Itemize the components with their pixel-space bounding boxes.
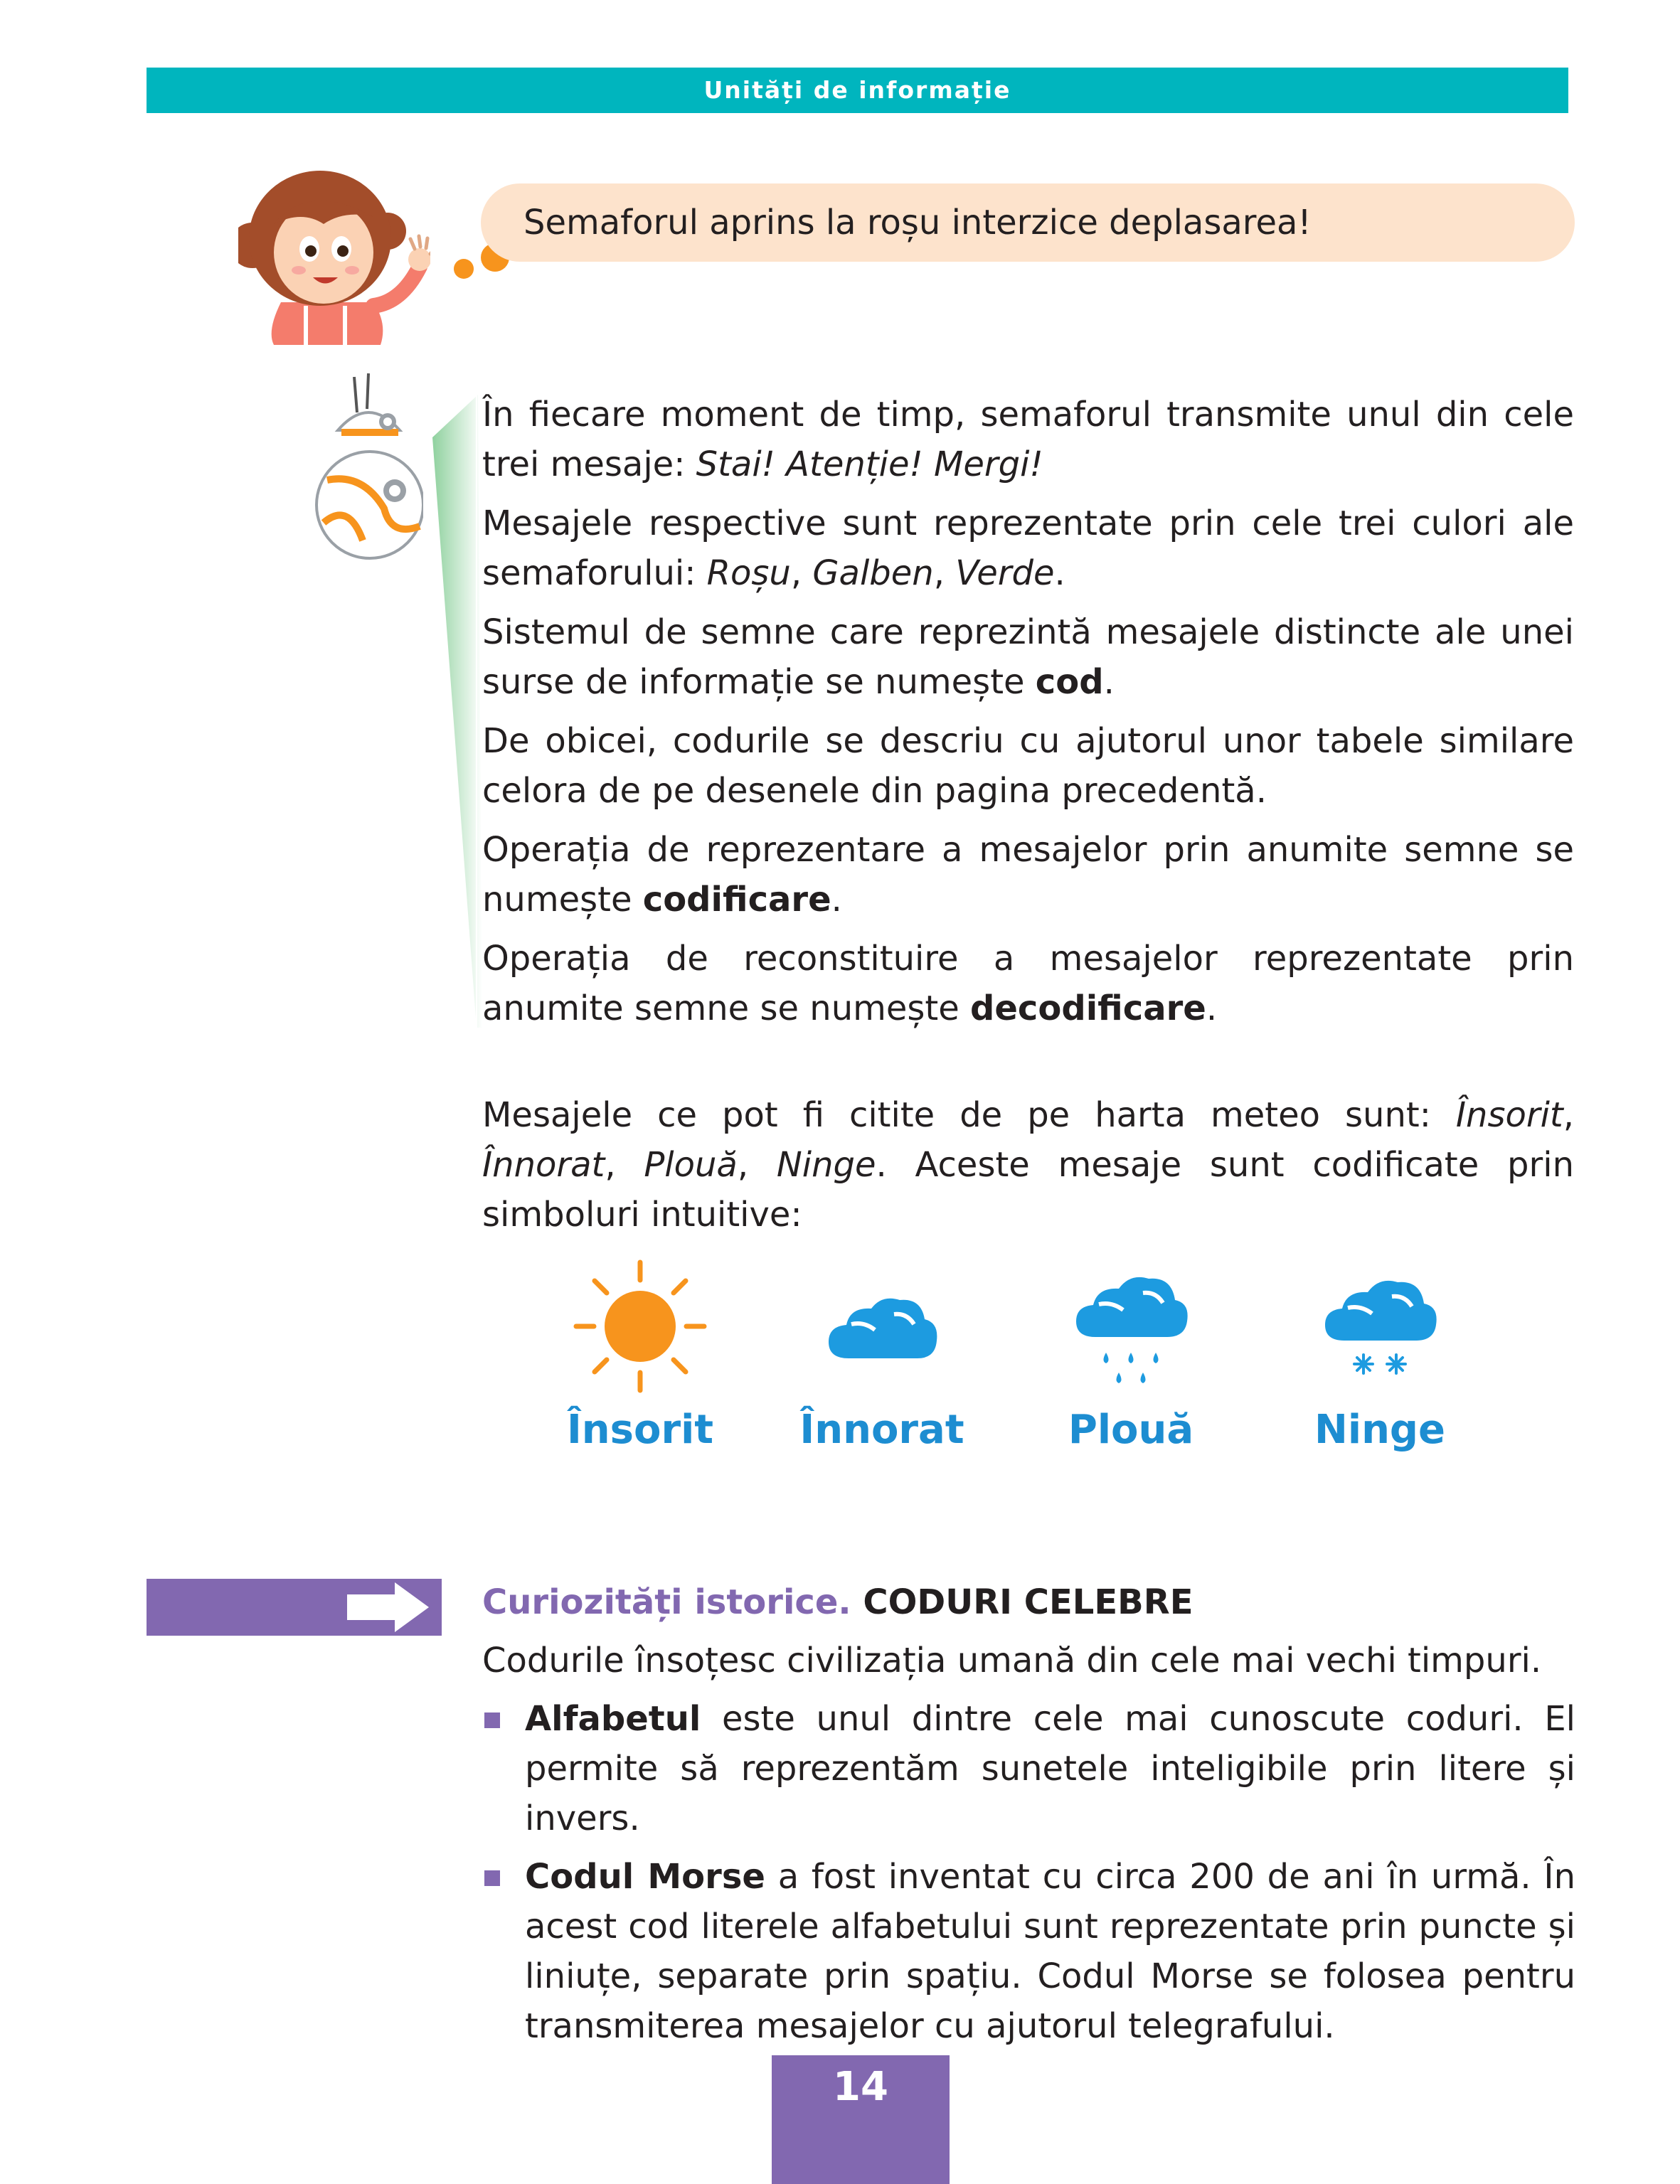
page-header: Unități de informație xyxy=(147,68,1568,113)
speech-bubble-text: Semaforul aprins la roșu interzice deplasarea! xyxy=(523,203,1312,243)
paragraph-5 xyxy=(482,825,1574,925)
p5-text: Operația de reprezentare a mesajelor prin anumite semne se numește xyxy=(482,830,1574,920)
bullet-text-alphabet: este unul dintre cele mai cunoscute coduri. El permite să reprezentăm sunetele inteligibile prin litere și invers. xyxy=(525,1699,1575,1838)
bullet-square-icon xyxy=(484,1870,500,1886)
historical-curiosities-section xyxy=(482,1577,1575,2060)
p2-color-yellow: Galben xyxy=(812,553,934,593)
p2-text: Mesajele respective sunt reprezentate prin cele trei culori ale semaforului: xyxy=(482,504,1574,593)
cloud-icon xyxy=(814,1259,950,1394)
paragraph-2 xyxy=(482,499,1574,598)
weather-item-rain xyxy=(1046,1259,1216,1453)
p1-text: În fiecare moment de timp, semaforul transmite unul din cele trei mesaje: xyxy=(482,395,1574,484)
weather-symbols xyxy=(555,1259,1501,1453)
p7-sep3: , xyxy=(737,1145,777,1185)
p5-term-codificare: codificare xyxy=(642,880,831,920)
paragraph-3 xyxy=(482,607,1574,707)
p3-term-cod: cod xyxy=(1035,662,1104,702)
p3-text: Sistemul de semne care reprezintă mesajele distincte ale unei surse de informație se numește xyxy=(482,612,1574,702)
section-intro: Codurile însoțesc civilizația umană din cele mai vechi timpuri. xyxy=(482,1641,1542,1680)
p2-color-green: Verde xyxy=(955,553,1055,593)
p7-rain: Plouă xyxy=(644,1145,738,1185)
p3-end: . xyxy=(1103,662,1115,702)
speech-bubble-dot-small xyxy=(454,259,474,279)
section-title xyxy=(482,1577,1575,1627)
p2-color-red: Roșu xyxy=(706,553,791,593)
robot-character-illustration xyxy=(313,373,423,562)
p7-sunny: Însorit xyxy=(1455,1095,1563,1135)
bullet-term-morse: Codul Morse xyxy=(525,1857,765,1897)
p6-term-decodificare: decodificare xyxy=(970,989,1206,1028)
p5-end: . xyxy=(831,880,842,920)
p7-text: Mesajele ce pot fi citite de pe harta meteo sunt: xyxy=(482,1095,1456,1135)
p7-sep1: , xyxy=(1563,1095,1574,1135)
section-title-rest: CODURI CELEBRE xyxy=(851,1582,1193,1622)
arrow-right-icon xyxy=(344,1580,432,1634)
girl-character-illustration xyxy=(238,160,430,345)
green-wedge-decoration xyxy=(427,395,484,1028)
speech-bubble xyxy=(481,183,1575,262)
weather-item-sunny xyxy=(555,1259,725,1453)
p6-end: . xyxy=(1206,989,1218,1028)
snow-icon xyxy=(1312,1259,1447,1394)
p2-sep1: , xyxy=(790,553,813,593)
section-title-colored: Curiozități istorice. xyxy=(482,1582,851,1622)
p7-sep2: , xyxy=(605,1145,644,1185)
p1-italic: Stai! Atenție! Mergi! xyxy=(696,444,1043,484)
p2-sep2: , xyxy=(933,553,956,593)
bullet-term-alphabet: Alfabetul xyxy=(525,1699,701,1739)
paragraph-1 xyxy=(482,390,1574,489)
p7-cloudy: Înnorat xyxy=(482,1145,605,1185)
weather-label-sunny: Însorit xyxy=(566,1407,714,1453)
rain-icon xyxy=(1063,1259,1198,1394)
weather-item-snow xyxy=(1294,1259,1465,1453)
weather-label-snow: Ninge xyxy=(1314,1407,1445,1453)
p7-after: . Aceste mesaje sunt codificate prin simboluri intuitive: xyxy=(482,1145,1575,1235)
bullet-item-alphabet xyxy=(482,1694,1575,1843)
weather-label-cloudy: Înnorat xyxy=(799,1407,964,1453)
p7-snow: Ninge xyxy=(776,1145,876,1185)
paragraph-4: De obicei, codurile se descriu cu ajutorul unor tabele similare celora de pe desenele din pagina precedentă. xyxy=(482,721,1574,811)
bullet-text-morse: a fost inventat cu circa 200 de ani în urmă. În acest cod literele alfabetului sunt reprezentate prin puncte și liniuțe, separate prin spațiu. Codul Morse se folosea pentru transmiterea mesajelor cu ajutorul telegrafului. xyxy=(525,1857,1576,2046)
paragraph-7 xyxy=(482,1090,1574,1240)
weather-label-rain: Plouă xyxy=(1068,1407,1194,1453)
bullet-item-morse xyxy=(482,1852,1575,2051)
main-content xyxy=(482,390,1574,1249)
p2-end: . xyxy=(1054,553,1065,593)
page-number: 14 xyxy=(772,2055,950,2184)
weather-item-cloudy xyxy=(797,1259,967,1453)
sun-icon xyxy=(573,1259,708,1394)
p6-text: Operația de reconstituire a mesajelor reprezentate prin anumite semne se numește xyxy=(482,939,1574,1028)
paragraph-6 xyxy=(482,934,1574,1033)
bullet-square-icon xyxy=(484,1712,500,1728)
